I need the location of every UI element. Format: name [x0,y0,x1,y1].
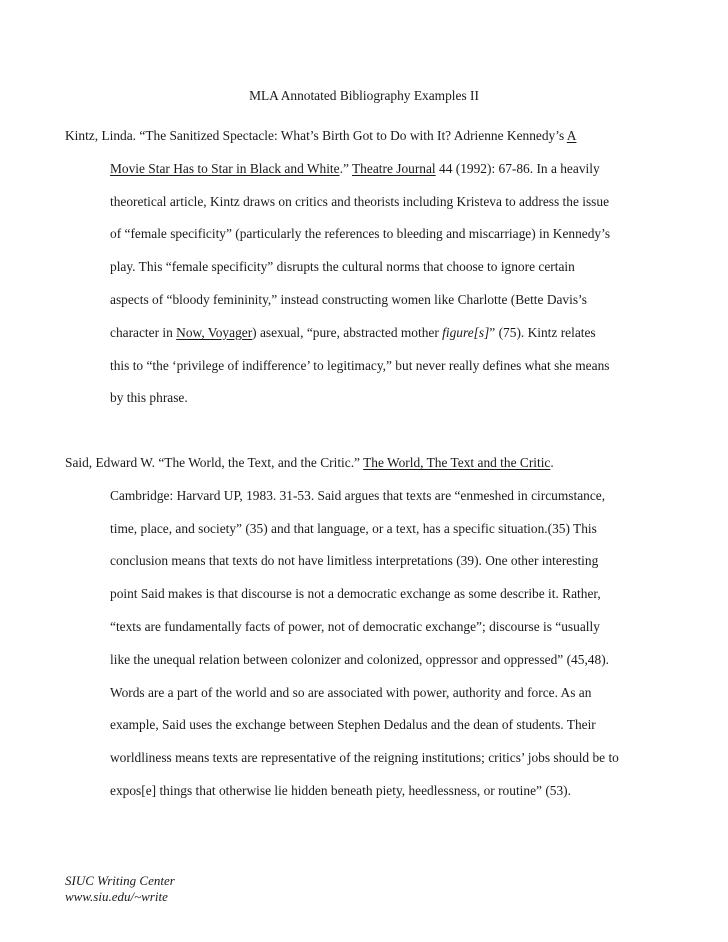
entry-line [110,390,188,406]
line-text: ) asexual, “pure, abstracted mother [252,324,443,340]
line-text: play. This “female specificity” disrupts the cultural norms that choose to ignore certain [110,259,575,275]
line-text: .” [339,160,352,176]
line-text: like the unequal relation between colonizer and colonized, oppressor and oppressed” (45,48). [110,651,609,667]
line-text: aspects of “bloody femininity,” instead constructing women like Charlotte (Bette Davis’s [110,292,587,307]
entry-line [65,128,576,144]
underlined-title: The World, The Text and the Critic [363,455,551,470]
entry-line [110,750,619,766]
underlined-title: A [566,128,577,143]
line-text: Cambridge: Harvard UP, 1983. 31-53. Said argues that texts are “enmeshed in circumstance, [110,487,606,503]
line-text: worldliness means texts are representative of the reigning institutions; critics’ jobs should be to [110,750,619,766]
entry-line [110,619,600,635]
line-text: point Said makes is that discourse is not a democratic exchange as some describe it. Rather, [110,586,601,602]
entry-line [110,226,610,242]
line-text: “texts are fundamentally facts of power, not of democratic exchange”; discourse is “usually [110,619,600,634]
line-text: of “female specificity” (particularly the references to bleeding and miscarriage) in Kennedy’s [110,226,611,242]
entry-line [110,586,601,602]
line-text: example, Said uses the exchange between Stephen Dedalus and the dean of students. Their [110,717,596,733]
line-text: this to “the ‘privilege of indifference’ to legitimacy,” but never really defines what she means [110,357,610,373]
entry-line [110,783,571,799]
line-text: Said, Edward W. “The World, the Text, and the Critic.” [65,455,364,470]
line-text: 44 (1992): 67-86. In a heavily [435,160,600,176]
line-text: expos[e] things that otherwise lie hidden beneath piety, heedlessness, or routine” (53). [110,783,571,798]
italic-text: figure[s] [442,324,490,340]
line-text: conclusion means that texts do not have limitless interpretations (39). One other interesting [110,553,599,569]
entry-line [110,652,609,668]
entry-line [110,325,596,341]
page-title: MLA Annotated Bibliography Examples II [249,88,479,103]
entry-line [110,161,600,177]
entry-line [110,292,587,308]
entry-line [110,717,596,733]
line-text: Words are a part of the world and so are associated with power, authority and force. As an [110,684,592,700]
line-text: theoretical article, Kintz draws on critics and theorists including Kristeva to address the issue [110,193,610,209]
line-text: . [550,455,554,470]
entry-line [110,553,598,569]
line-text: character in [110,324,177,340]
underlined-title: Theatre Journal [352,160,436,176]
underlined-title: Movie Star Has to Star in Black and White [110,160,340,176]
entry-line [110,521,597,537]
line-text: time, place, and society” (35) and that language, or a text, has a specific situation.(35) This [110,520,597,536]
entry-line [110,685,591,701]
footer-org: SIUC Writing Center [65,873,175,888]
entry-line [110,259,575,275]
entry-line [110,488,605,504]
entry-line [65,455,554,471]
line-text: by this phrase. [110,390,188,406]
footer-url: www.siu.edu/~write [65,889,168,904]
line-text: ” (75). Kintz relates [489,324,596,340]
entry-line [110,358,609,374]
entry-line [110,194,609,210]
line-text: Kintz, Linda. “The Sanitized Spectacle: What’s Birth Got to Do with It? Adrienne Kennedy’s [65,128,567,143]
underlined-title: Now, Voyager [176,324,253,340]
